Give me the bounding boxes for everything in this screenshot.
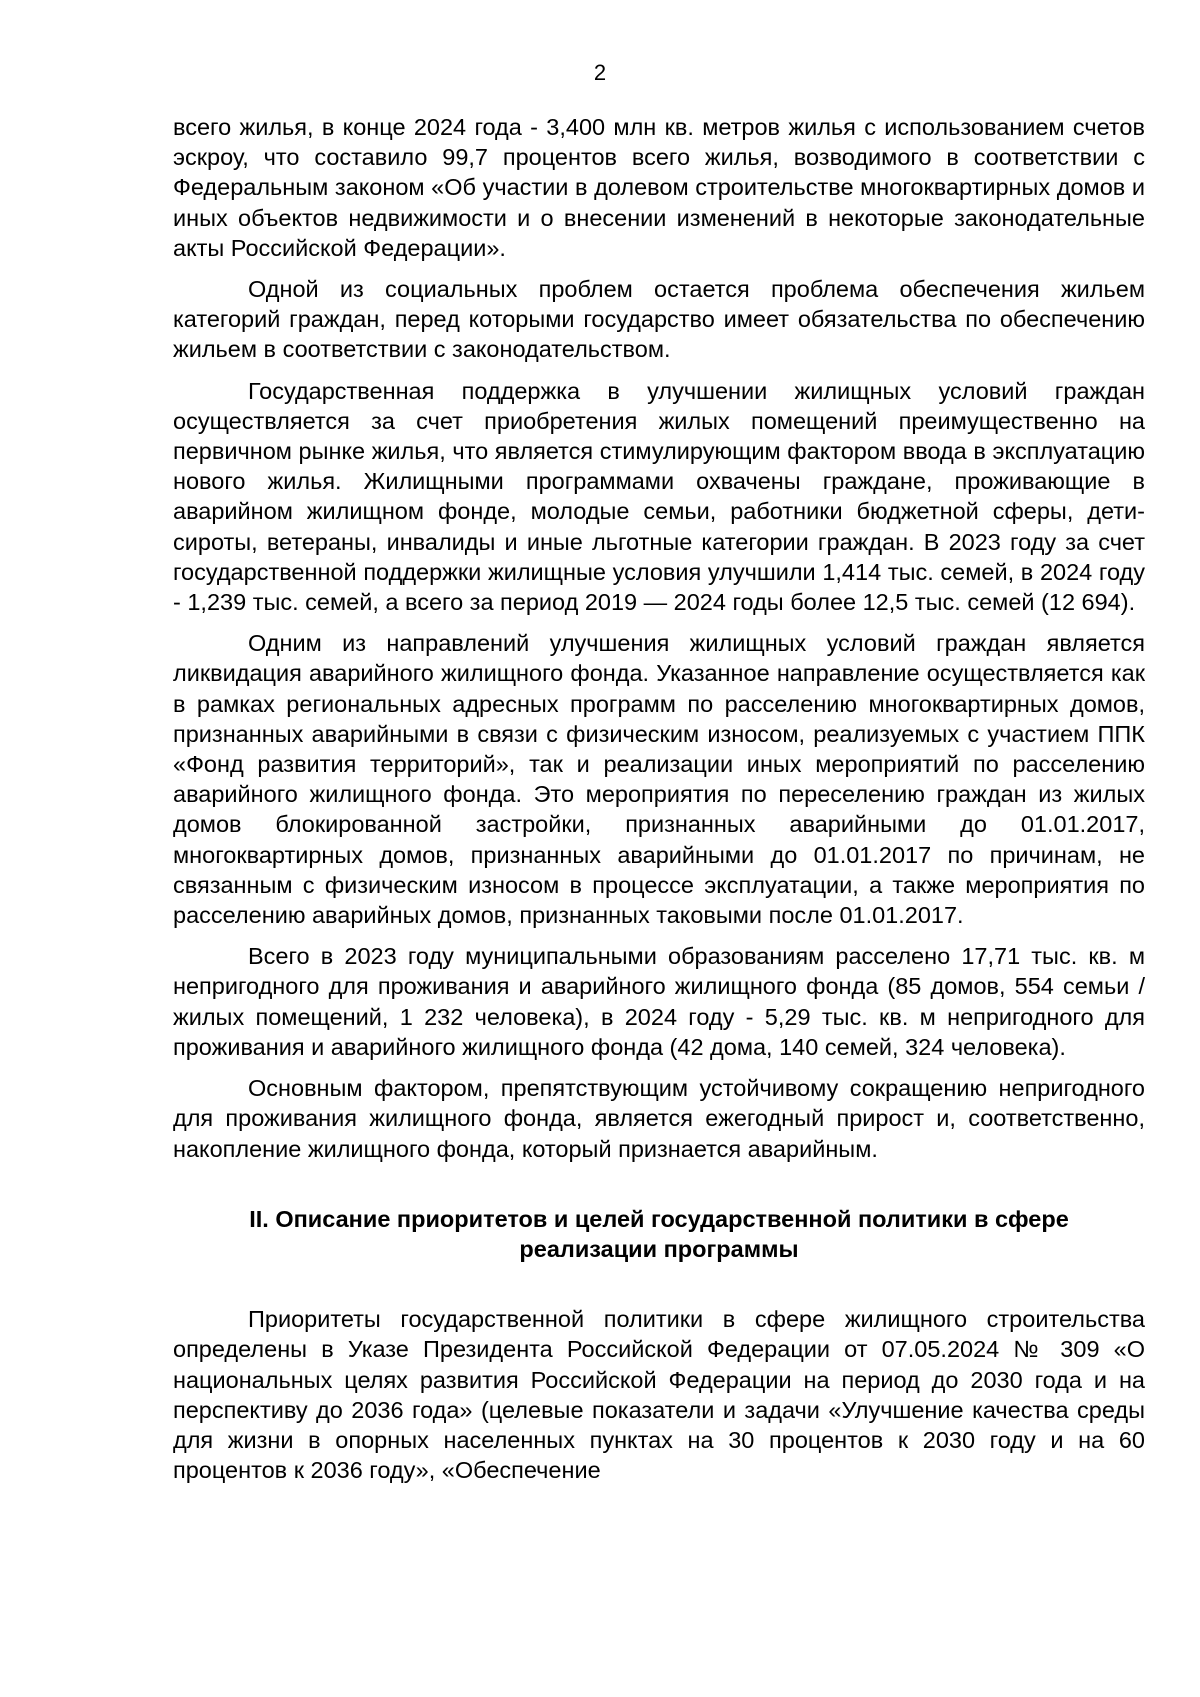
paragraph-housing-escrow: всего жилья, в конце 2024 года - 3,400 млн кв. метров жилья с использованием счетов эскроу, что составило 99,7 процентов всего жилья, возводимого в соответствии с Федеральным законом «Об участии в долевом строительстве многоквартирных домов и иных объектов недвижимости и о внесении изменений в некоторые законодательные акты Российской Федерации». [173, 114, 1145, 261]
paragraph-emergency-housing: Одним из направлений улучшения жилищных условий граждан является ликвидация аварийного жилищного фонда. Указанное направление осуществляется как в рамках региональных адресных программ по расселению многоквартирных домов, признанных аварийными в связи с физическим износом, реализуемых с участием ППК «Фонд развития территорий», так и реализации иных мероприятий по расселению аварийного жилищного фонда. Это мероприятия по переселению граждан из жилых домов блокированной застройки, признанных аварийными до 01.01.2017, многоквартирных домов, признанных аварийными до 01.01.2017 по причинам, не связанным с физическим износом в процессе эксплуатации, а также мероприятия по расселению аварийных домов, признанных таковыми после 01.01.2017. [173, 630, 1145, 929]
section-heading [173, 1204, 1145, 1264]
section-heading-line-1: II. Описание приоритетов и целей государственной политики в сфере [249, 1205, 1069, 1232]
paragraph-main-factor: Основным фактором, препятствующим устойчивому сокращению непригодного для проживания жилищного фонда, является ежегодный прирост и, соответственно, накопление жилищного фонда, который признается аварийным. [173, 1075, 1145, 1162]
paragraph-state-support: Государственная поддержка в улучшении жилищных условий граждан осуществляется за счет приобретения жилых помещений преимущественно на первичном рынке жилья, что является стимулирующим фактором ввода в эксплуатацию нового жилья. Жилищными программами охвачены граждане, проживающие в аварийном жилищном фонде, молодые семьи, работники бюджетной сферы, дети-сироты, ветераны, инвалиды и иные льготные категории граждан. В 2023 году за счет государственной поддержки жилищные условия улучшили 1,414 тыс. семей, в 2024 году - 1,239 тыс. семей, а всего за период 2019 — 2024 годы более 12,5 тыс. семей (12 694). [173, 377, 1145, 616]
paragraph-social-problems: Одной из социальных проблем остается проблема обеспечения жильем категорий граждан, перед которыми государство имеет обязательства по обеспечению жильем в соответствии с законодательством. [173, 276, 1145, 363]
paragraph-policy-priorities: Приоритеты государственной политики в сфере жилищного строительства определены в Указе Президента Российской Федерации от 07.05.2024 № 309 «О национальных целях развития Российской Федерации на период до 2030 года и на перспективу до 2036 года» (целевые показатели и задачи «Улучшение качества среды для жизни в опорных населенных пунктах на 30 процентов к 2030 году и на 60 процентов к 2036 году», «Обеспечение [173, 1306, 1145, 1484]
document-body [173, 112, 1145, 1496]
paragraph-resettlement-stats: Всего в 2023 году муниципальными образованиям расселено 17,71 тыс. кв. м непригодного для проживания и аварийного жилищного фонда (85 домов, 554 семьи / жилых помещений, 1 232 человека), в 2024 году - 5,29 тыс. кв. м непригодного для проживания и аварийного жилищного фонда (42 дома, 140 семей, 324 человека). [173, 943, 1145, 1060]
page-number: 2 [593, 60, 607, 85]
section-heading-line-2: реализации программы [519, 1235, 799, 1262]
